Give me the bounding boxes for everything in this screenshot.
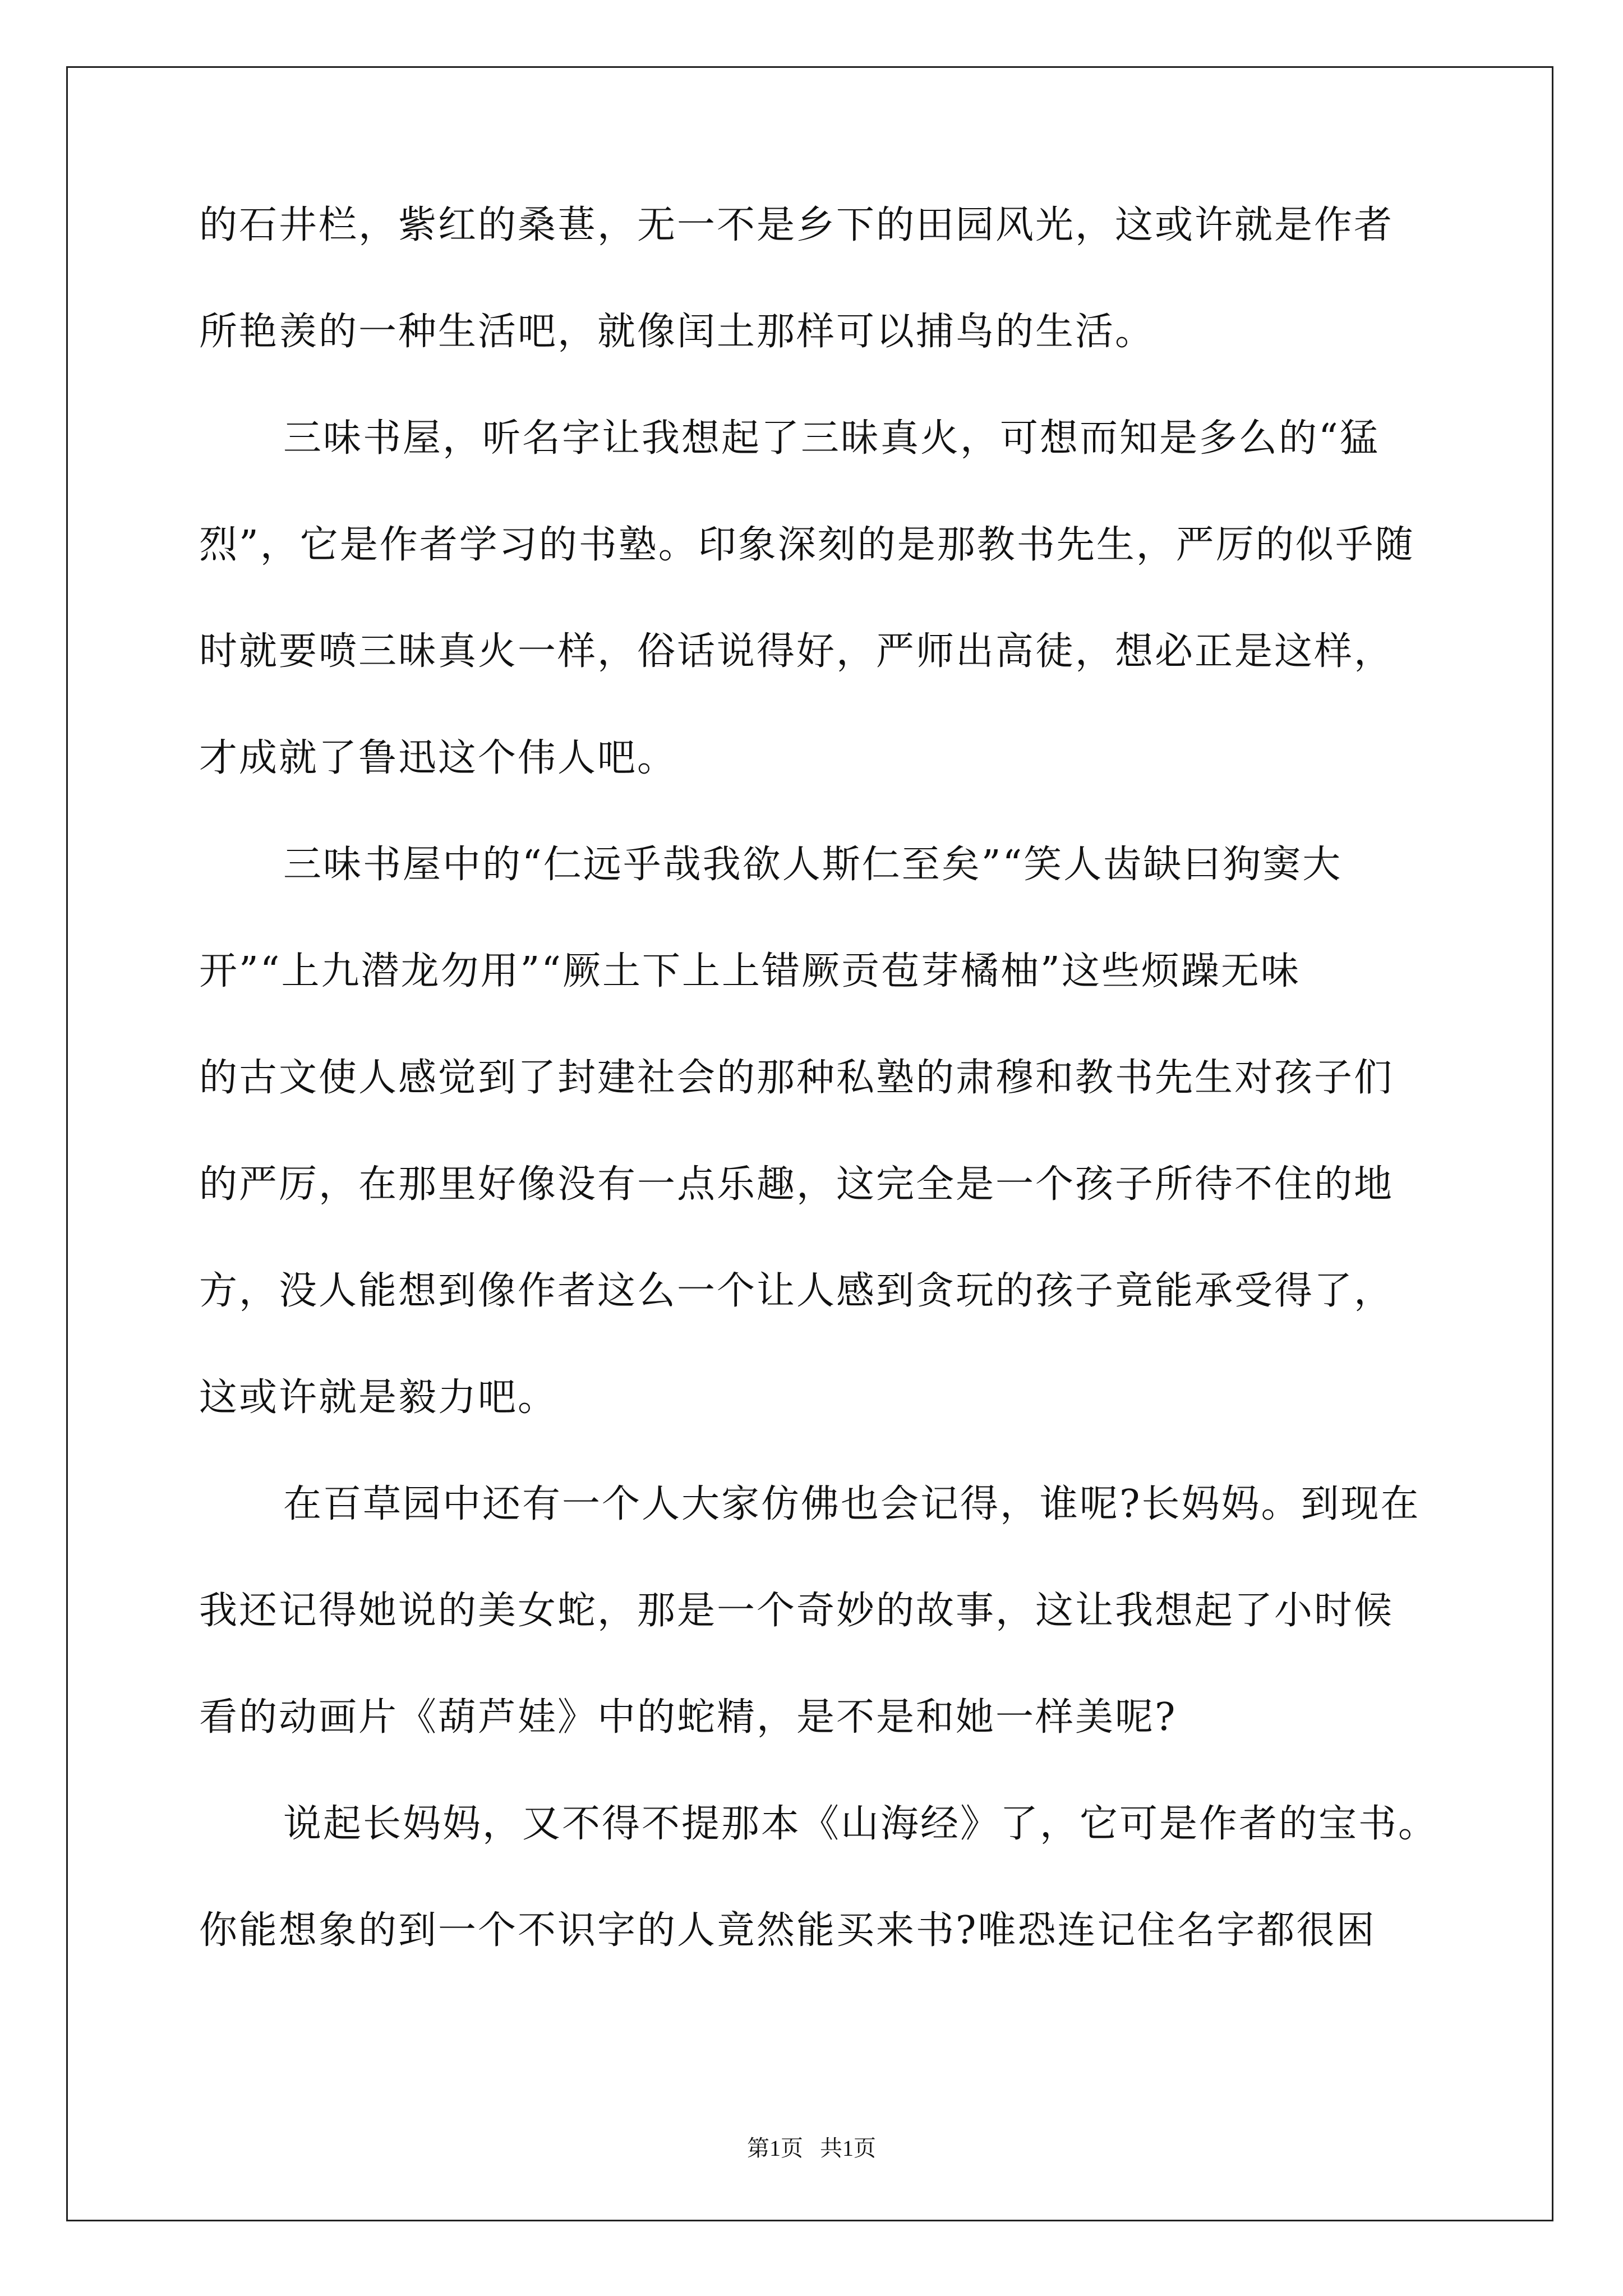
text-line: 时就要喷三昧真火一样，俗话说得好，严师出高徒，想必正是这样， — [199, 629, 1394, 674]
text-line: 这或许就是毅力吧。 — [199, 1375, 558, 1420]
page-footer: 第1页 共1页 — [747, 2136, 876, 2161]
paragraph-start-line: 三味书屋，听名字让我想起了三昧真火，可想而知是多么的“猛 — [283, 416, 1380, 461]
text-line: 看的动画片《葫芦娃》中的蛇精，是不是和她一样美呢? — [199, 1695, 1177, 1740]
paragraph-start-line: 说起长妈妈，又不得不提那本《山海经》了，它可是作者的宝书。 — [283, 1802, 1438, 1846]
text-line: 才成就了鲁迅这个伟人吧。 — [199, 736, 677, 780]
text-line: 我还记得她说的美女蛇，那是一个奇妙的故事，这让我想起了小时候 — [199, 1589, 1394, 1633]
text-line: 所艳羡的一种生活吧，就像闰土那样可以捕鸟的生活。 — [199, 310, 1155, 354]
page-frame — [66, 66, 1553, 2221]
text-line: 的古文使人感觉到了封建社会的那种私塾的肃穆和教书先生对孩子们 — [199, 1056, 1394, 1100]
paragraph-start-line: 三味书屋中的“仁远乎哉我欲人斯仁至矣”“笑人齿缺曰狗窦大 — [283, 843, 1343, 887]
text-line: 开”“上九潜龙勿用”“厥土下上上错厥贡苞芽橘柚”这些烦躁无味 — [199, 949, 1301, 993]
text-line: 的石井栏，紫红的桑葚，无一不是乡下的田园风光，这或许就是作者 — [199, 203, 1394, 247]
text-line: 的严厉，在那里好像没有一点乐趣，这完全是一个孩子所待不住的地 — [199, 1162, 1394, 1207]
text-line: 烈”，它是作者学习的书塾。印象深刻的是那教书先生，严厉的似乎随 — [199, 523, 1415, 567]
text-line: 方，没人能想到像作者这么一个让人感到贪玩的孩子竟能承受得了， — [199, 1269, 1394, 1313]
paragraph-start-line: 在百草园中还有一个人大家仿佛也会记得，谁呢?长妈妈。到现在 — [283, 1482, 1421, 1526]
text-line: 你能想象的到一个不识字的人竟然能买来书?唯恐连记住名字都很困 — [199, 1908, 1376, 1953]
